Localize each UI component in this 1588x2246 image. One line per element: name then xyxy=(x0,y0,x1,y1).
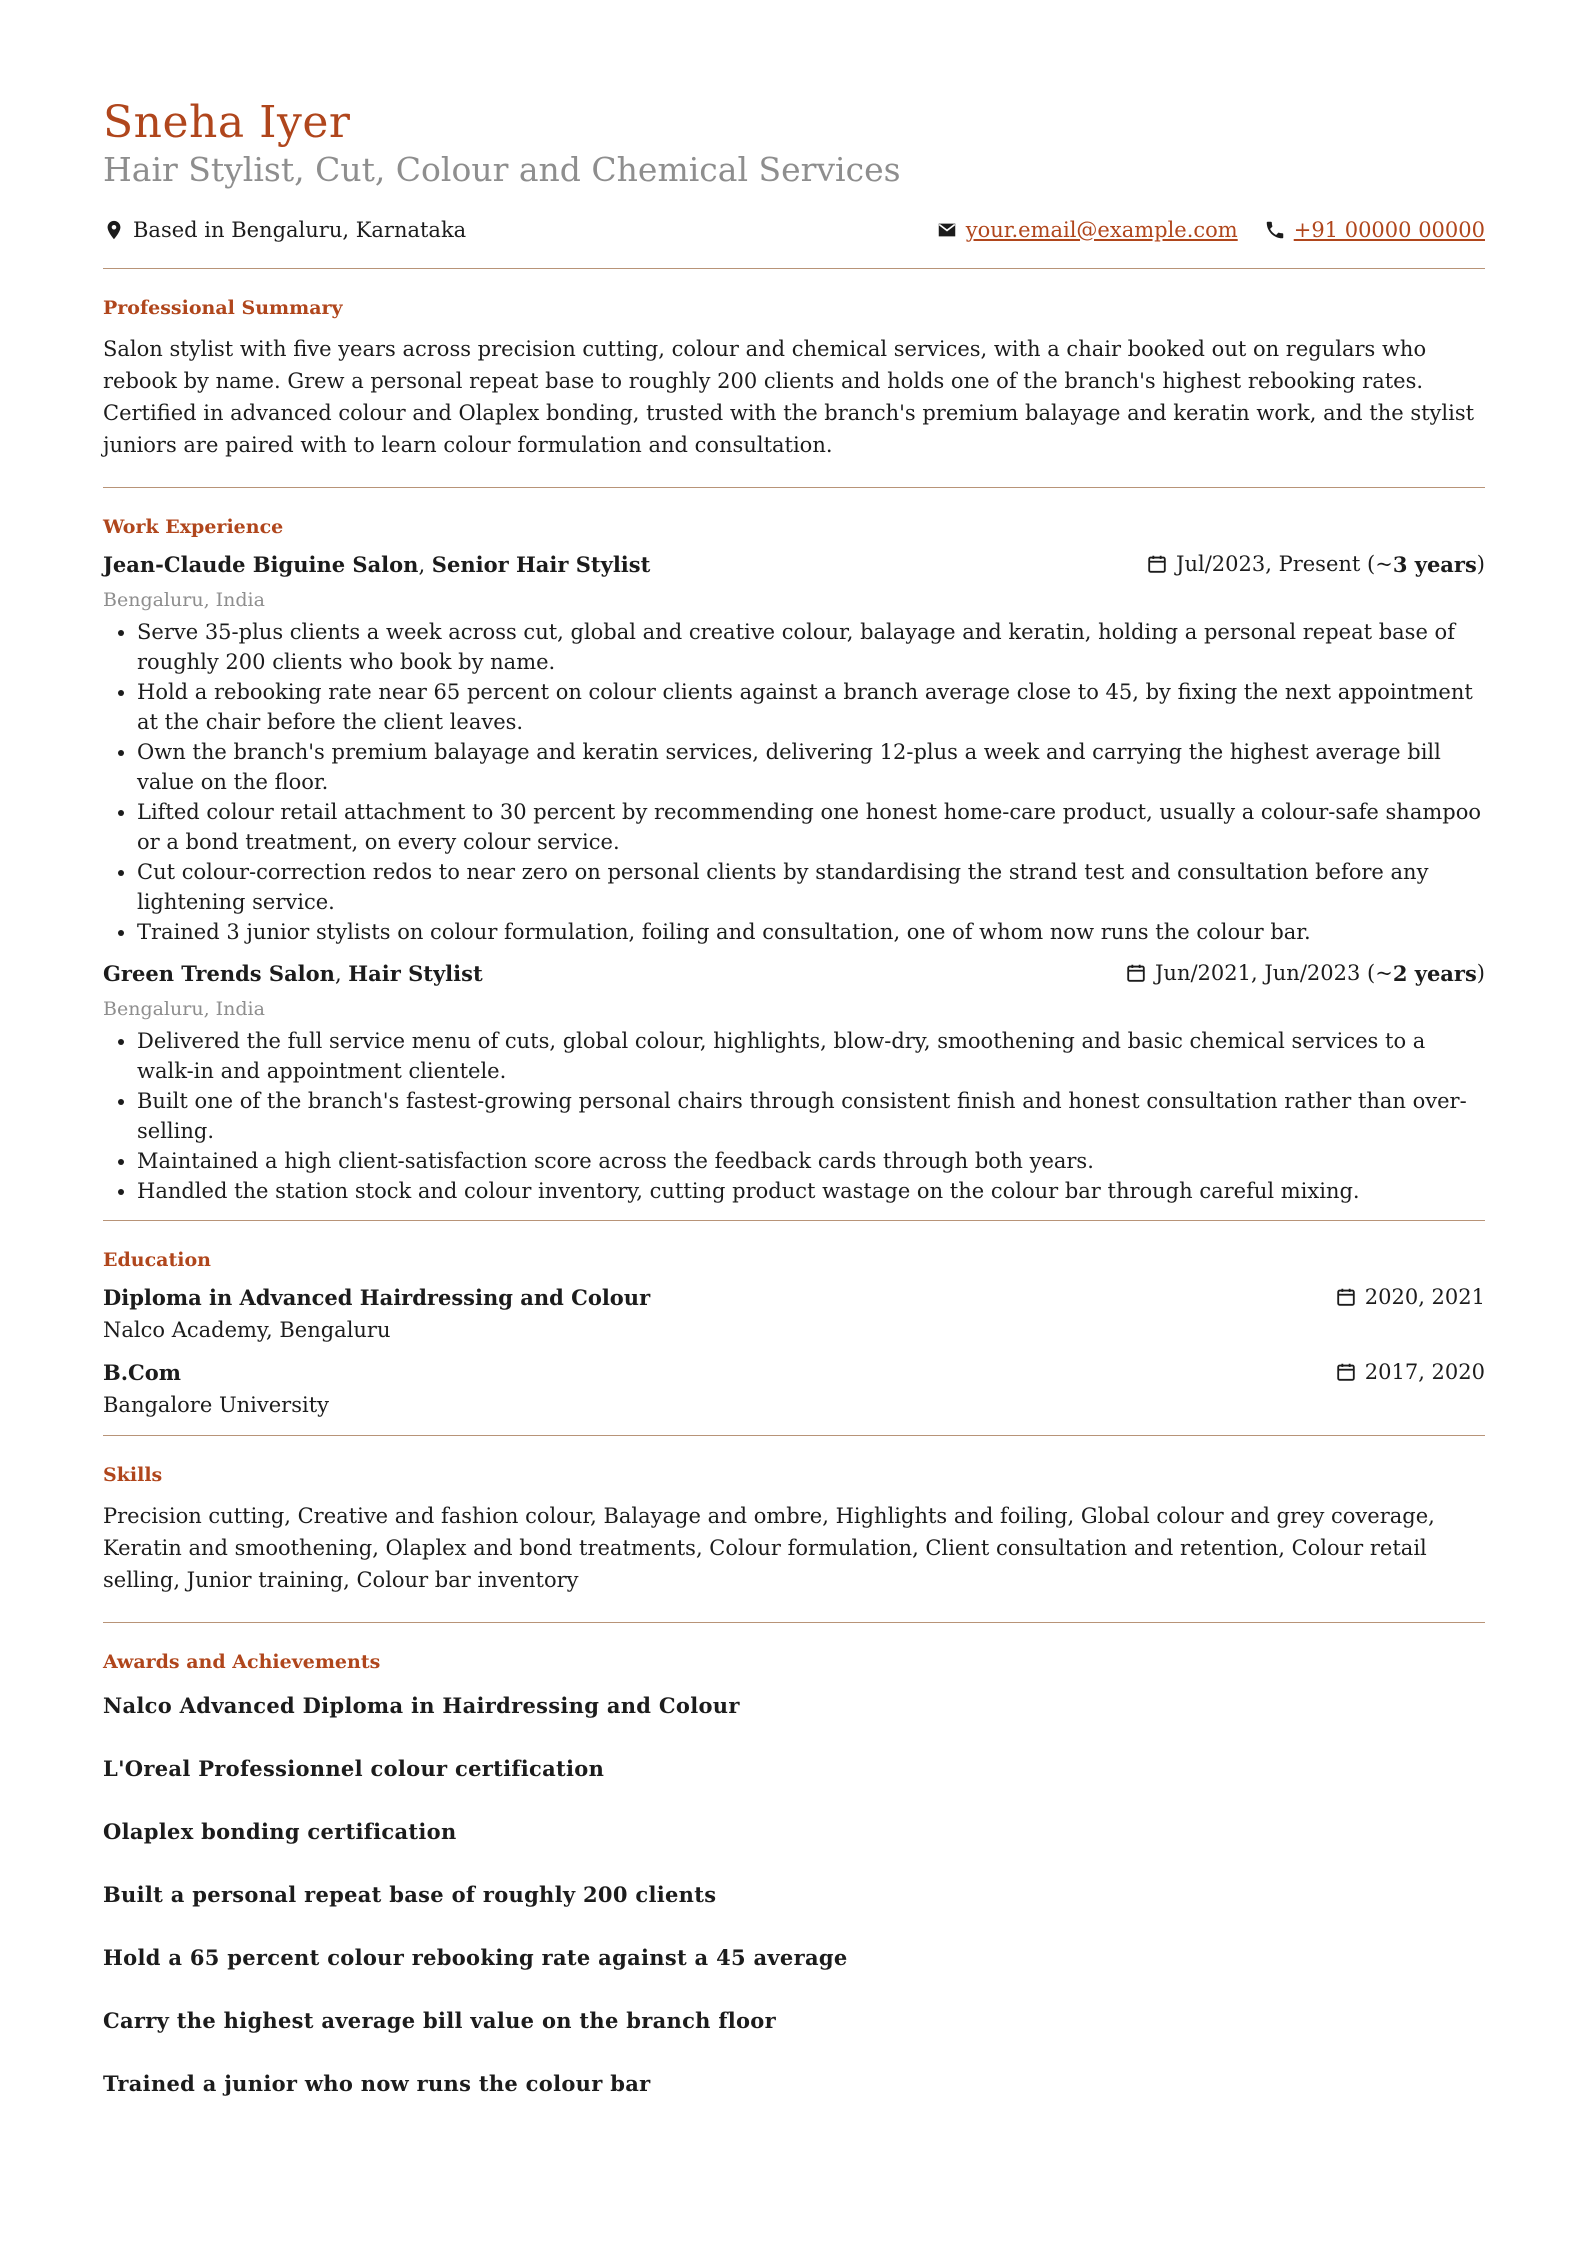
skills-section xyxy=(103,1464,1485,1596)
education-date-range: 2017, 2020 xyxy=(1364,1360,1485,1385)
contact-row xyxy=(103,218,1485,242)
job-header: Green Trends Salon, Hair Stylist Jun/2021, Jun/2023 (~ 2 years ) xyxy=(103,960,1485,986)
education-dates xyxy=(1335,1360,1485,1384)
job-dates xyxy=(1146,552,1485,577)
section-heading: Professional Summary xyxy=(103,296,343,319)
section-heading: Awards and Achievements xyxy=(103,1650,381,1673)
education-entry xyxy=(103,1285,1485,1342)
calendar-icon xyxy=(1335,1286,1357,1308)
summary-text: Salon stylist with five years across precision cutting, colour and chemical services, with a chair booked out on regulars who rebook by name. Grew a personal repeat base to roughly 200 clients and holds one of the branch's highest rebooking rates. Certified in advanced colour and Olaplex bonding, trusted with the branch's premium balayage and keratin work, and the stylist juniors are paired with to learn colour formulation and consultation. xyxy=(103,336,1475,457)
map-pin-icon xyxy=(103,219,125,241)
education-degree: B.Com xyxy=(103,1359,182,1385)
calendar-icon xyxy=(1335,1361,1357,1383)
education-header xyxy=(103,1285,1485,1310)
job-duration: 3 years xyxy=(1392,551,1477,577)
list-item: • Handled the station stock and colour inventory, cutting product wastage on the colour bar through careful mixing. xyxy=(137,1176,1485,1206)
education-entry xyxy=(103,1360,1485,1417)
divider xyxy=(103,1622,1485,1623)
phone-link[interactable]: +91 00000 00000 xyxy=(1293,217,1485,242)
award-item: Carry the highest average bill value on the branch floor xyxy=(103,2007,776,2033)
email-block xyxy=(936,218,1238,242)
job-bullets xyxy=(103,1026,1485,1206)
job-bullets xyxy=(103,617,1485,947)
list-item: • Hold a rebooking rate near 65 percent on colour clients against a branch average close to 45, by fixing the next appointment at the chair before the client leaves. xyxy=(137,677,1485,737)
job-date-range: Jul/2023, Present (~ xyxy=(1176,552,1393,577)
award-item: L'Oreal Professionnel colour certification xyxy=(103,1755,605,1781)
list-item: • Own the branch's premium balayage and keratin services, delivering 12-plus a week and carrying the highest average bill value on the floor. xyxy=(137,737,1485,797)
skills-text: Precision cutting, Creative and fashion colour, Balayage and ombre, Highlights and foiling, Global colour and grey coverage, Keratin and smoothening, Olaplex and bond treatments, Colour formulation, Client consultation and retention, Colour retail selling, Junior training, Colour bar inventory xyxy=(103,1503,1435,1592)
job-role: Senior Hair Stylist xyxy=(431,551,651,577)
job-duration-close: ) xyxy=(1476,961,1485,986)
divider xyxy=(103,268,1485,269)
envelope-icon xyxy=(936,219,958,241)
job-company: Green Trends Salon xyxy=(103,960,335,986)
divider xyxy=(103,1435,1485,1436)
list-item: • Trained 3 junior stylists on colour formulation, foiling and consultation, one of whom now runs the colour bar. xyxy=(137,917,1485,947)
section-heading: Skills xyxy=(103,1463,163,1486)
job-entry xyxy=(103,961,1485,1206)
education-degree: Diploma in Advanced Hairdressing and Colour xyxy=(103,1284,651,1310)
job-location: Bengaluru, India xyxy=(103,588,265,611)
list-item: • Cut colour-correction redos to near zero on personal clients by standardising the strand test and consultation before any lightening service. xyxy=(137,857,1485,917)
job-date-range: Jun/2021, Jun/2023 (~ xyxy=(1155,961,1393,986)
job-duration-close: ) xyxy=(1476,552,1485,577)
award-item: Built a personal repeat base of roughly 200 clients xyxy=(103,1881,717,1907)
divider xyxy=(103,487,1485,488)
job-entry xyxy=(103,552,1485,947)
awards-list xyxy=(103,1693,1485,2096)
list-item: • Maintained a high client-satisfaction score across the feedback cards through both years. xyxy=(137,1146,1485,1176)
candidate-title: Hair Stylist, Cut, Colour and Chemical Services xyxy=(103,149,901,189)
location-block xyxy=(103,218,466,242)
divider xyxy=(103,1220,1485,1221)
section-heading: Work Experience xyxy=(103,515,284,538)
job-company: Jean-Claude Biguine Salon xyxy=(103,551,419,577)
list-item: • Delivered the full service menu of cuts, global colour, highlights, blow-dry, smoothening and basic chemical services to a walk-in and appointment clientele. xyxy=(137,1026,1485,1086)
phone-icon xyxy=(1264,219,1286,241)
summary-section xyxy=(103,297,1485,461)
list-item: • Built one of the branch's fastest-growing personal chairs through consistent finish and honest consultation rather than over-selling. xyxy=(137,1086,1485,1146)
award-item: Trained a junior who now runs the colour bar xyxy=(103,2070,651,2096)
job-role: Hair Stylist xyxy=(348,960,483,986)
award-item: Olaplex bonding certification xyxy=(103,1818,457,1844)
email-link[interactable]: your.email@example.com xyxy=(965,217,1238,242)
calendar-icon xyxy=(1125,962,1147,984)
contact-links xyxy=(936,218,1485,242)
location-text: Based in Bengaluru, Karnataka xyxy=(133,217,467,242)
education-header xyxy=(103,1360,1485,1385)
calendar-icon xyxy=(1146,553,1168,575)
job-dates xyxy=(1125,961,1485,986)
job-location: Bengaluru, India xyxy=(103,997,265,1020)
award-item: Nalco Advanced Diploma in Hairdressing and Colour xyxy=(103,1692,740,1718)
job-header: Jean-Claude Biguine Salon, Senior Hair Stylist Jul/2023, Present (~ 3 years ) xyxy=(103,551,1485,577)
education-section xyxy=(103,1249,1485,1417)
education-dates xyxy=(1335,1285,1485,1309)
section-heading: Education xyxy=(103,1248,211,1271)
education-institution: Bangalore University xyxy=(103,1392,330,1417)
award-item: Hold a 65 percent colour rebooking rate against a 45 average xyxy=(103,1944,848,1970)
phone-block xyxy=(1264,218,1485,242)
awards-section xyxy=(103,1651,1485,2096)
candidate-name: Sneha Iyer xyxy=(103,97,351,148)
education-institution: Nalco Academy, Bengaluru xyxy=(103,1317,391,1342)
experience-section xyxy=(103,516,1485,1206)
job-duration: 2 years xyxy=(1392,960,1477,986)
education-date-range: 2020, 2021 xyxy=(1364,1285,1485,1310)
list-item: • Serve 35-plus clients a week across cut, global and creative colour, balayage and keratin, holding a personal repeat base of roughly 200 clients who book by name. xyxy=(137,617,1485,677)
list-item: • Lifted colour retail attachment to 30 percent by recommending one honest home-care product, usually a colour-safe shampoo or a bond treatment, on every colour service. xyxy=(137,797,1485,857)
